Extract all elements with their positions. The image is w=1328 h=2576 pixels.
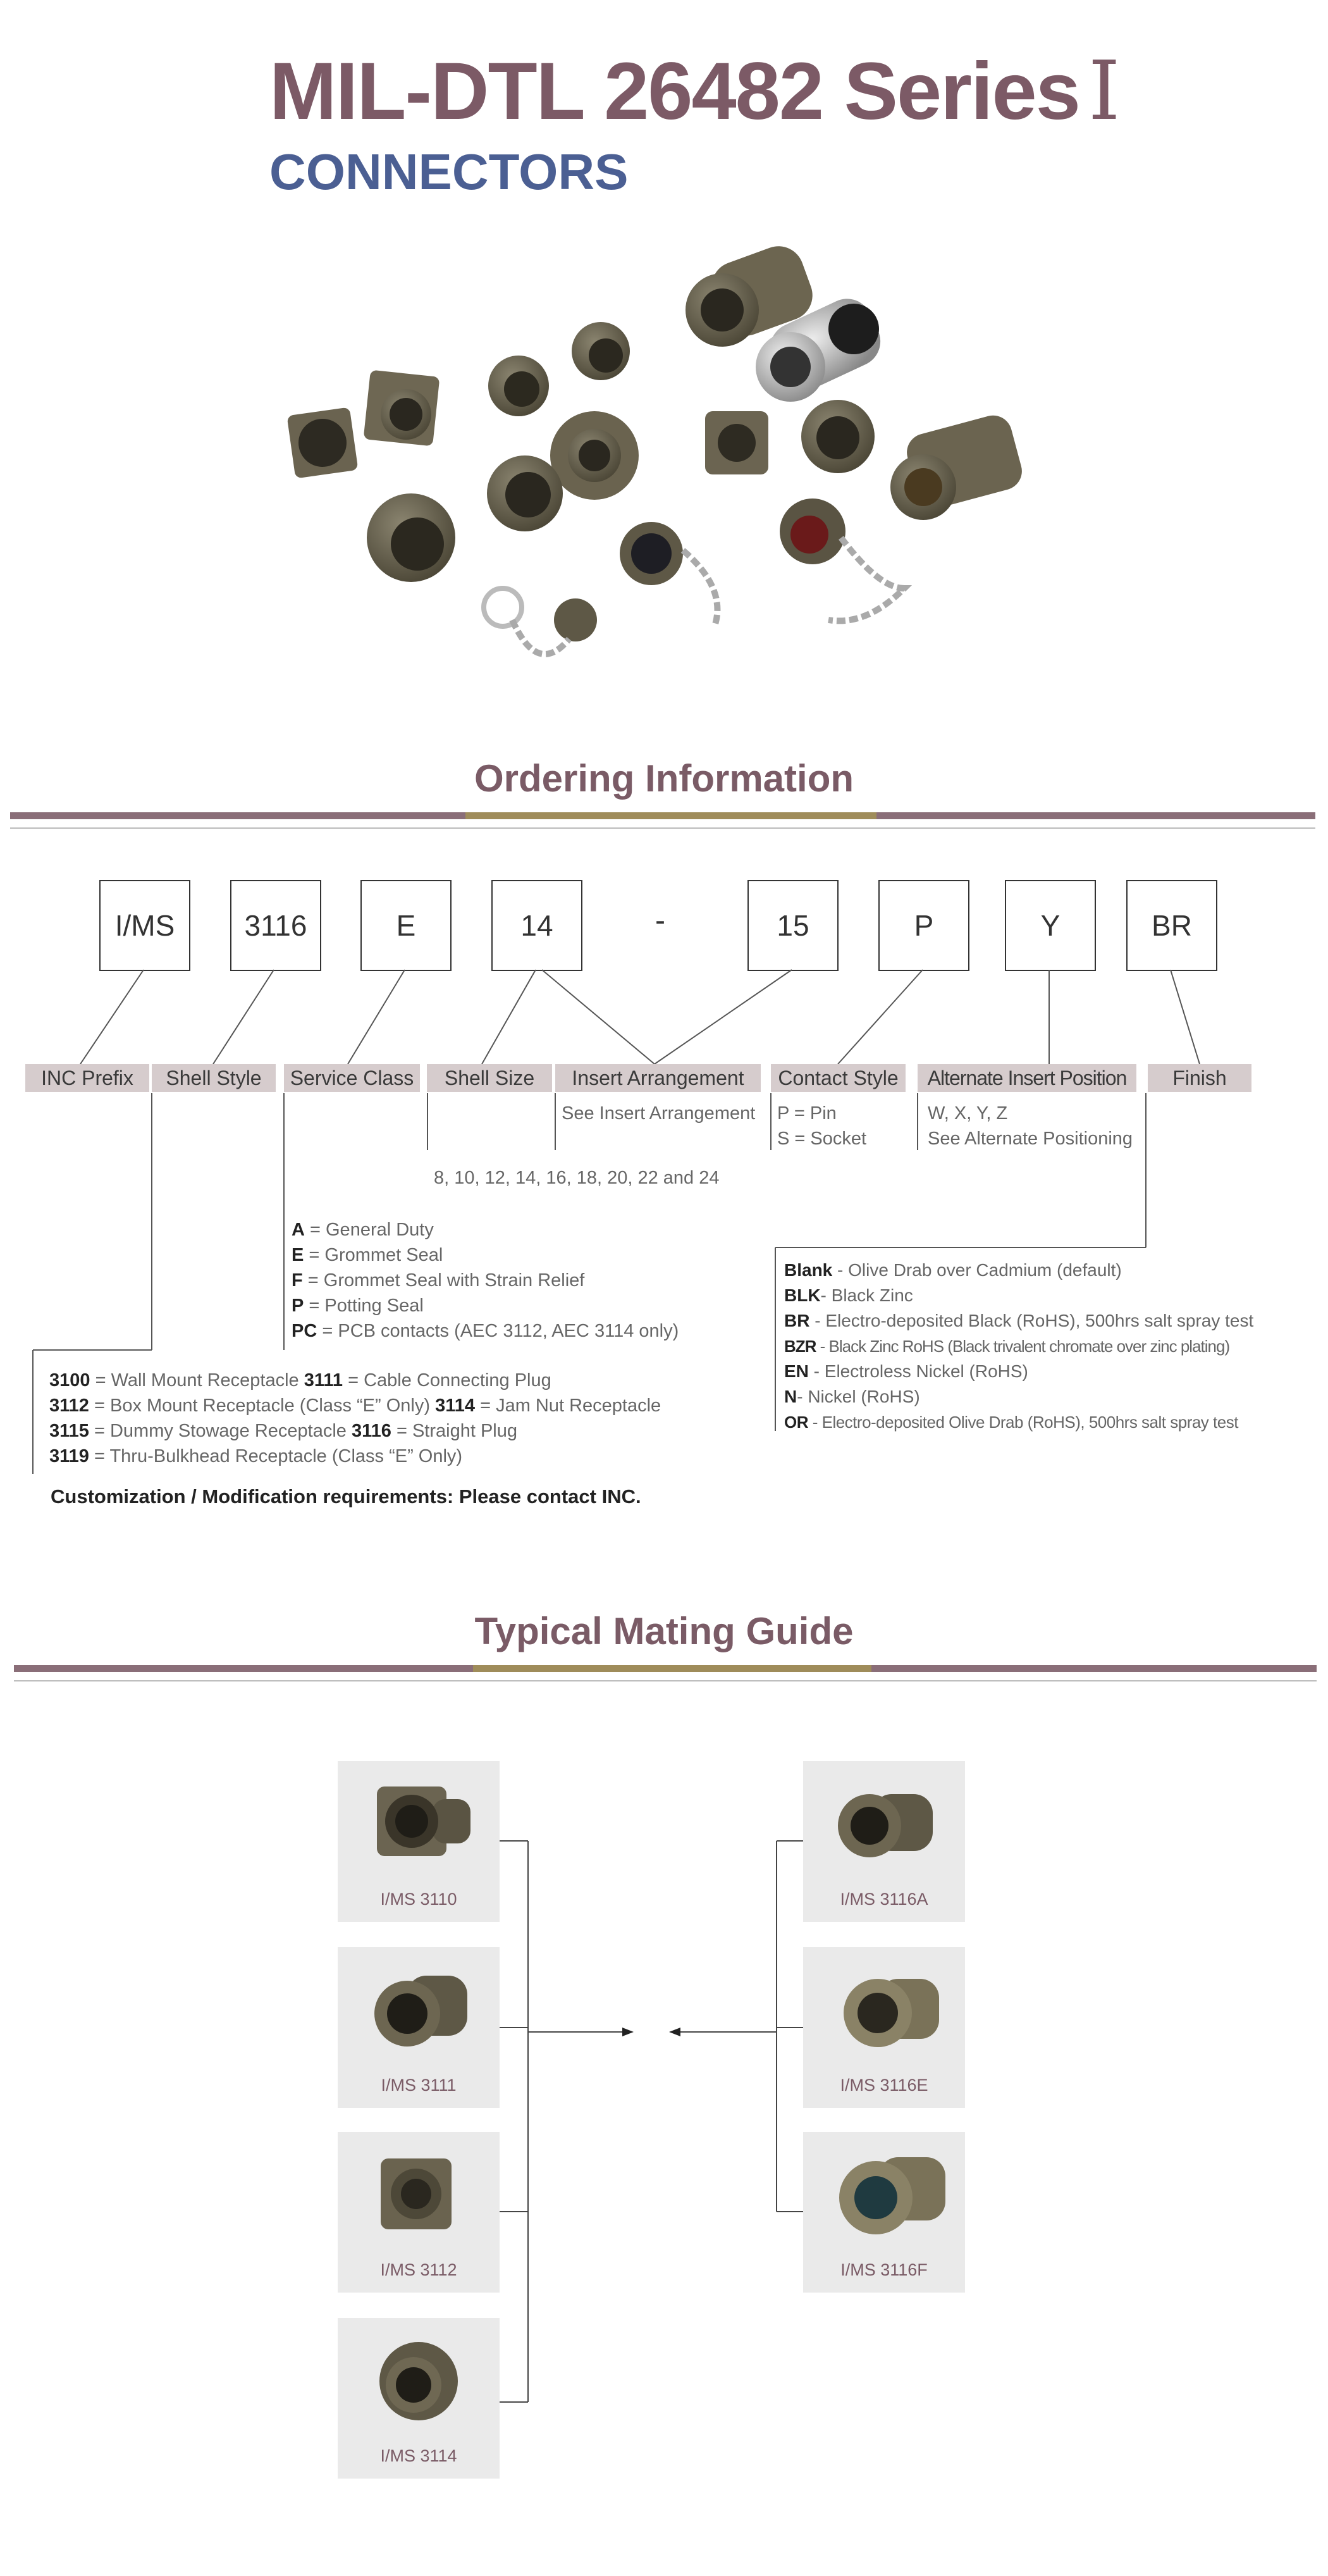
mating-card xyxy=(338,1947,500,2108)
shell-style-list xyxy=(49,1368,661,1469)
mating-label: I/MS 3114 xyxy=(380,2446,457,2465)
finish-item: Blank - Olive Drab over Cadmium (default) xyxy=(784,1260,1122,1280)
page-subtitle: CONNECTORS xyxy=(269,144,629,200)
finish-item: BZR - Black Zinc RoHS (Black trivalent chromate over zinc plating) xyxy=(784,1337,1230,1356)
code-box-shell-size: 14 xyxy=(491,880,582,971)
mating-label: I/MS 3116A xyxy=(840,1890,928,1909)
finish-list xyxy=(784,1258,1253,1435)
finish-item: EN - Electroless Nickel (RoHS) xyxy=(784,1361,1028,1381)
mating-rule xyxy=(14,1665,1317,1672)
mating-label: I/MS 3116E xyxy=(840,2076,928,2095)
mating-card xyxy=(338,2318,500,2479)
label-shell-style: Shell Style xyxy=(152,1064,276,1092)
mating-label: I/MS 3112 xyxy=(380,2260,457,2279)
title-roman-numeral: I xyxy=(1088,44,1119,139)
finish-item: BLK- Black Zinc xyxy=(784,1285,913,1305)
alt-position-values: W, X, Y, Z xyxy=(928,1103,1008,1124)
service-class-item: E = Grommet Seal xyxy=(292,1245,443,1265)
mating-card xyxy=(803,1947,965,2108)
label-inc-prefix: INC Prefix xyxy=(25,1064,149,1092)
finish-item: N- Nickel (RoHS) xyxy=(784,1387,920,1406)
page-title: MIL-DTL 26482 Series I xyxy=(269,44,1119,139)
label-shell-size: Shell Size xyxy=(427,1064,552,1092)
ordering-rule xyxy=(10,812,1315,819)
customization-note: Customization / Modification requirements: Please contact INC. xyxy=(51,1485,641,1508)
alt-position-note: See Alternate Positioning xyxy=(928,1129,1133,1149)
mating-card xyxy=(803,1761,965,1922)
code-box-shell-style: 3116 xyxy=(230,880,321,971)
mating-thin-rule xyxy=(14,1680,1317,1681)
service-class-item: PC = PCB contacts (AEC 3112, AEC 3114 only) xyxy=(292,1321,679,1341)
insert-arrangement-note: See Insert Arrangement xyxy=(562,1103,756,1124)
service-class-item: A = General Duty xyxy=(292,1220,434,1240)
mating-label: I/MS 3110 xyxy=(380,1890,457,1909)
contact-pin-note: P = Pin xyxy=(777,1103,837,1124)
code-box-alt-position: Y xyxy=(1005,880,1096,971)
label-finish: Finish xyxy=(1148,1064,1251,1092)
product-photo xyxy=(272,234,1062,715)
connector-collection-illustration xyxy=(272,234,1062,715)
mating-label: I/MS 3116F xyxy=(840,2260,928,2279)
contact-socket-note: S = Socket xyxy=(777,1129,867,1149)
mating-card xyxy=(803,2132,965,2293)
shell-style-item: 3119 = Thru-Bulkhead Receptacle (Class “E” Only) xyxy=(49,1446,463,1466)
shell-style-item: 3115 = Dummy Stowage Receptacle 3116 = Straight Plug xyxy=(49,1421,517,1441)
label-service-class: Service Class xyxy=(284,1064,420,1092)
code-box-service-class: E xyxy=(360,880,452,971)
mating-card xyxy=(338,1761,500,1922)
ordering-heading: Ordering Information xyxy=(474,757,854,800)
shell-size-values: 8, 10, 12, 14, 16, 18, 20, 22 and 24 xyxy=(434,1168,720,1188)
shell-style-item: 3112 = Box Mount Receptacle (Class “E” Only) 3114 = Jam Nut Receptacle xyxy=(49,1396,661,1416)
mating-label: I/MS 3111 xyxy=(381,2076,457,2095)
service-class-list xyxy=(292,1217,679,1344)
shell-style-item: 3100 = Wall Mount Receptacle 3111 = Cable Connecting Plug xyxy=(49,1370,551,1390)
code-box-contact: P xyxy=(878,880,969,971)
code-box-insert: 15 xyxy=(747,880,839,971)
label-contact-style: Contact Style xyxy=(771,1064,906,1092)
mating-heading: Typical Mating Guide xyxy=(474,1610,854,1652)
service-class-item: F = Grommet Seal with Strain Relief xyxy=(292,1270,585,1291)
mating-card xyxy=(338,2132,500,2293)
finish-item: OR - Electro-deposited Olive Drab (RoHS), 500hrs salt spray test xyxy=(784,1413,1238,1432)
code-separator: - xyxy=(655,904,665,938)
label-alternate-insert-position: Alternate Insert Position xyxy=(918,1064,1136,1092)
label-insert-arrangement: Insert Arrangement xyxy=(555,1064,761,1092)
ordering-thin-rule xyxy=(10,827,1315,829)
code-box-finish: BR xyxy=(1126,880,1217,971)
service-class-item: P = Potting Seal xyxy=(292,1296,424,1316)
code-box-prefix: I/MS xyxy=(99,880,190,971)
finish-item: BR - Electro-deposited Black (RoHS), 500hrs salt spray test xyxy=(784,1311,1254,1330)
